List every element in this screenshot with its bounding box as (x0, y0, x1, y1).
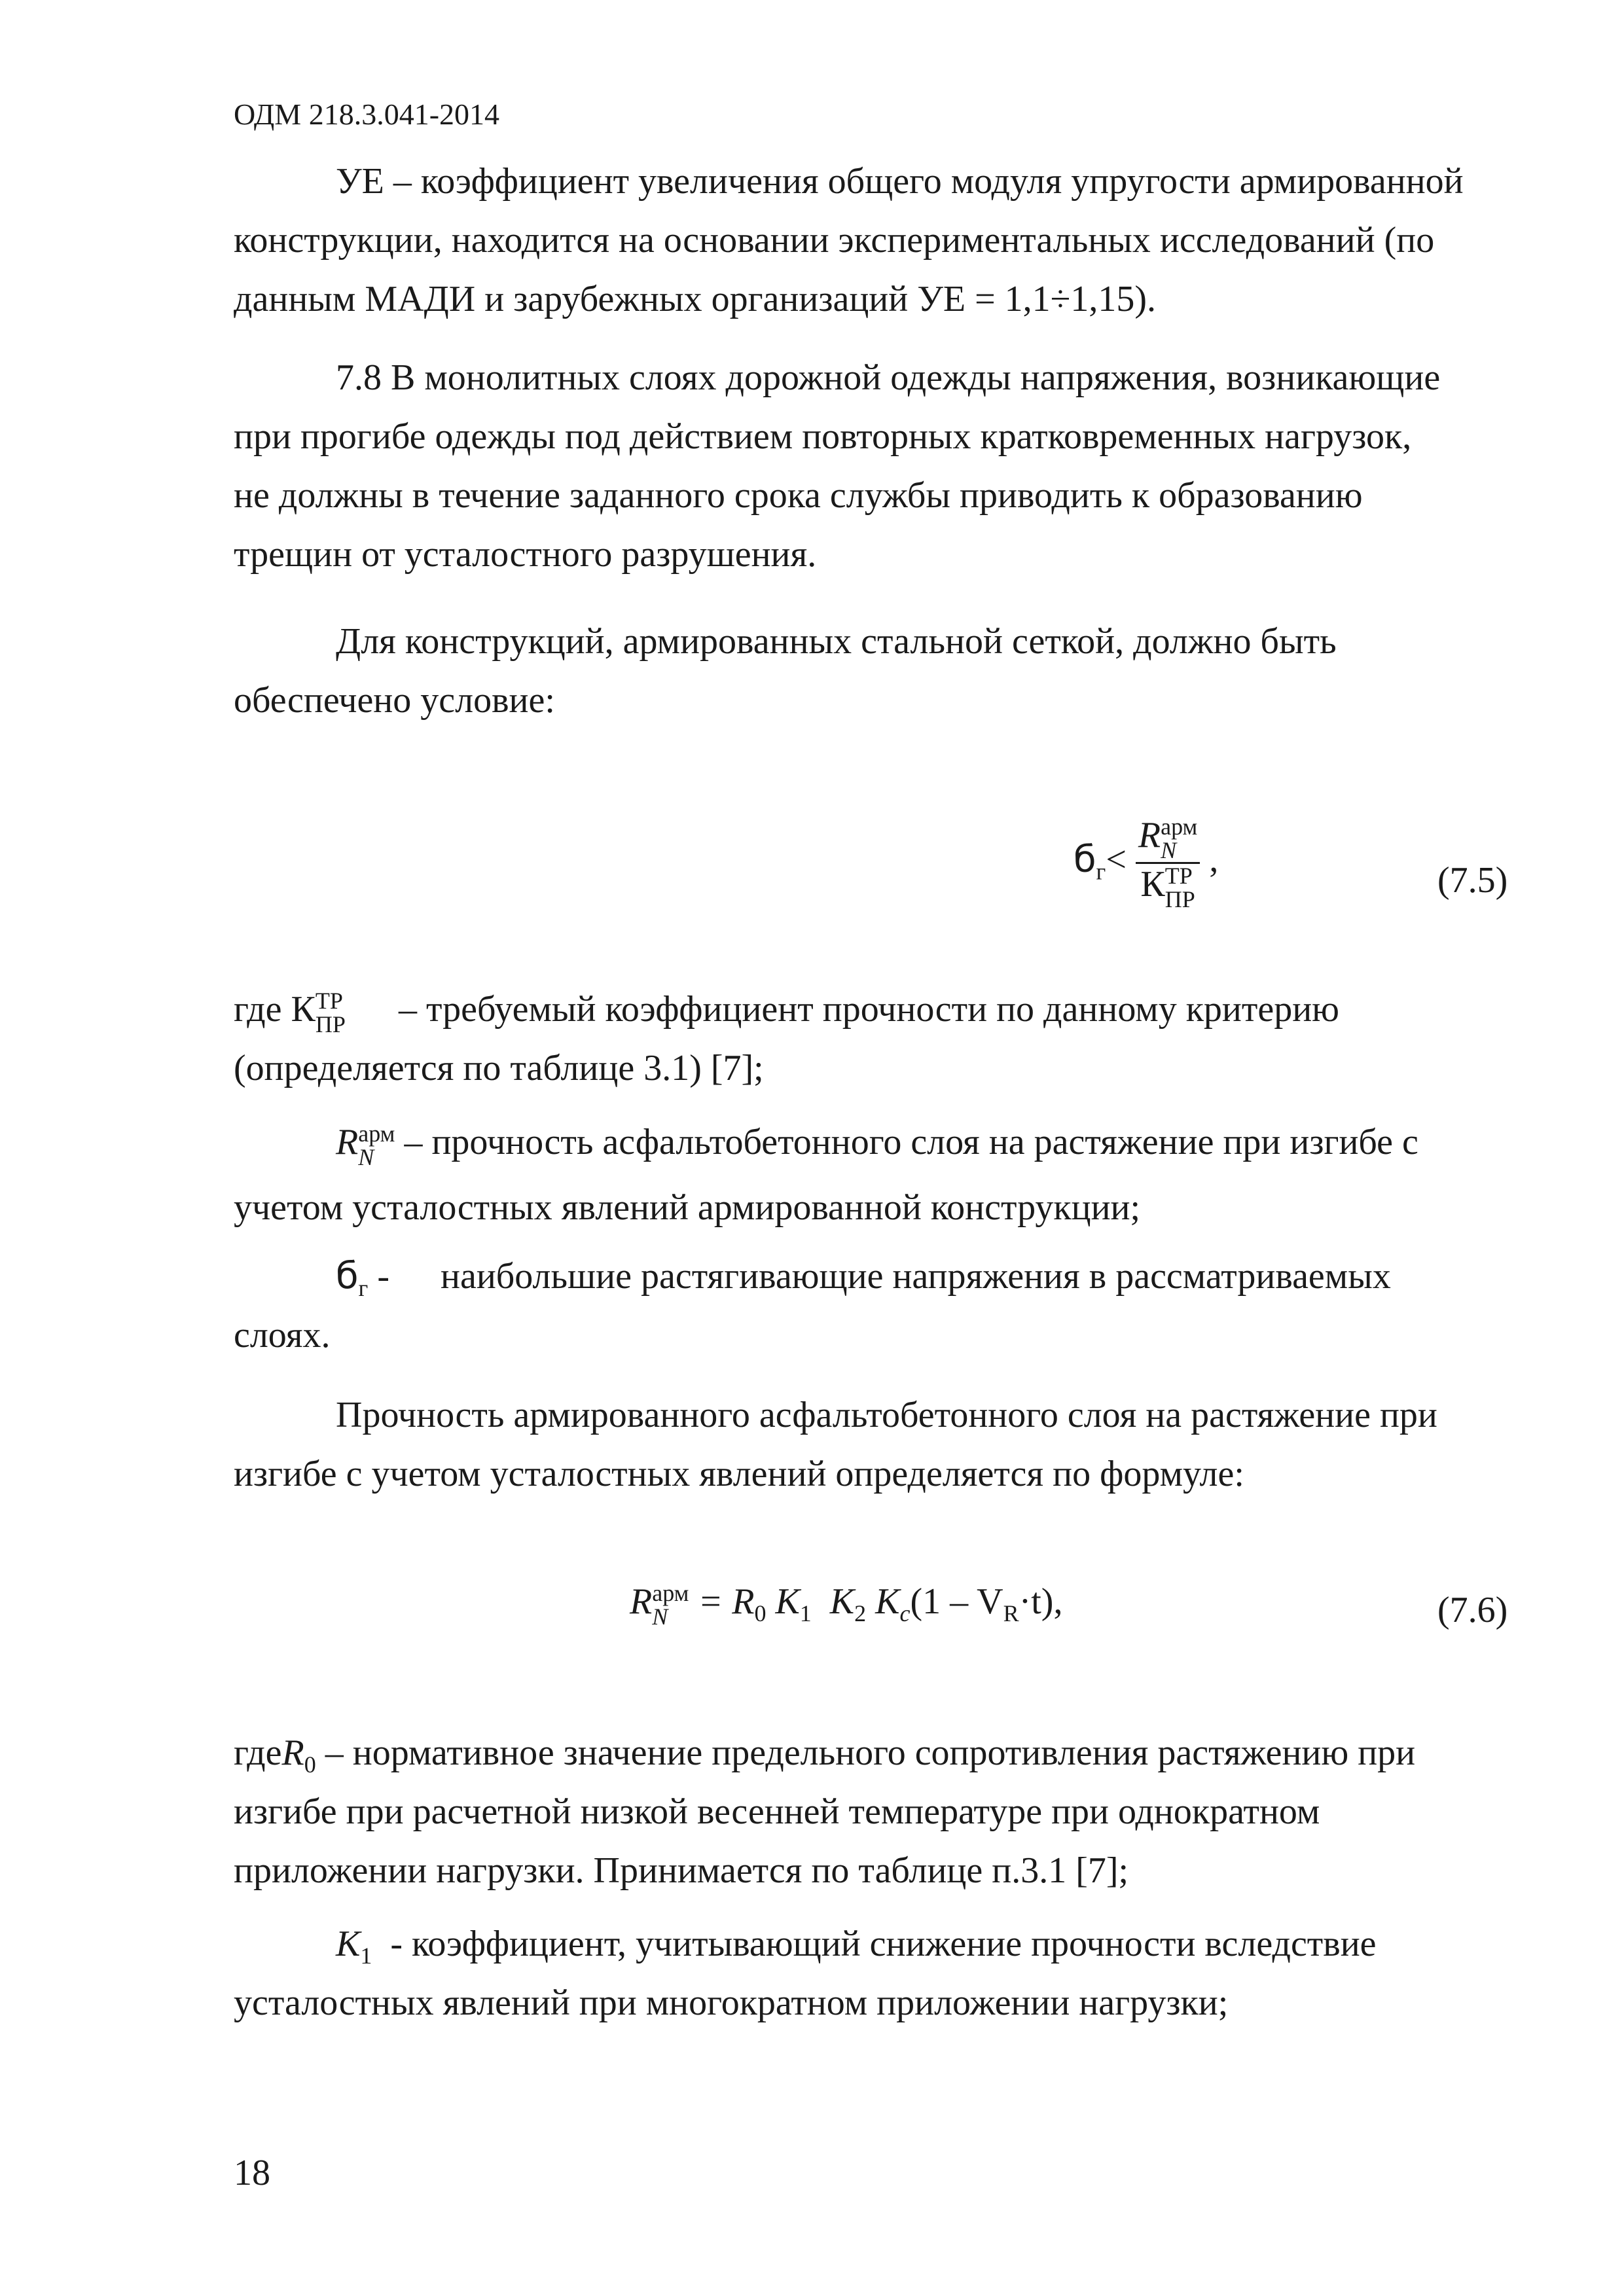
formula-7-6: R арм N = $R_0$ $K_1$ $K_2$ $K_c(1 - V_R\cdot t)$, (630, 1580, 1063, 1630)
paragraph-line: не должны в течение заданного срока службы приводить к образованию (234, 475, 1363, 516)
paragraph-line: – требуемый коэффициент прочности по данному критерию (399, 989, 1339, 1030)
document-code-header: ОДМ 218.3.041-2014 (234, 98, 500, 131)
page-number: 18 (234, 2153, 270, 2193)
paragraph-line: наибольшие растягивающие напряжения в рассматриваемых (441, 1256, 1391, 1297)
paragraph-line: при прогибе одежды под действием повторных кратковременных нагрузок, (234, 416, 1412, 457)
paragraph-line: УЕ – коэффициент увеличения общего модуля упругости армированной (336, 161, 1464, 202)
paragraph-line: учетом усталостных явлений армированной конструкции; (234, 1187, 1141, 1228)
formula-number: (7.5) (1437, 860, 1508, 901)
rn-symbol: R (336, 1122, 359, 1162)
paragraph-line: гдеR$_0$ – нормативное значение предельного сопротивления растяжению при (234, 1732, 1416, 1778)
paragraph-line: $б_г$ - (336, 1255, 389, 1301)
paragraph-line: приложении нагрузки. Принимается по таблице п.3.1 [7]; (234, 1850, 1129, 1891)
paragraph-line: данным МАДИ и зарубежных организаций УЕ = 1,1÷1,15). (234, 279, 1157, 319)
paragraph-line: трещин от усталостного разрушения. (234, 534, 817, 575)
paragraph-line: 7.8 В монолитных слоях дорожной одежды напряжения, возникающие (336, 357, 1441, 398)
paragraph-line: обеспечено условие: (234, 680, 555, 721)
formula-7-5-sigma: б (1074, 838, 1096, 881)
paragraph-line: усталостных явлений при многократном приложении нагрузки; (234, 1982, 1229, 2023)
formula-7-5: $б_г<$ R арм N К ТР ПР , (1074, 814, 1219, 912)
paragraph-line: Для конструкций, армированных стальной сеткой, должно быть (336, 621, 1337, 662)
paragraph-line: изгибе при расчетной низкой весенней температуре при однократном (234, 1791, 1320, 1832)
paragraph-line: конструкции, находится на основании экспериментальных исследований (по (234, 220, 1435, 260)
formula-7-5-fraction: R арм N К ТР ПР (1136, 815, 1200, 911)
k-tr-pr-indices: ТР ПР (315, 988, 346, 1038)
formula-number: (7.6) (1437, 1590, 1508, 1630)
paragraph-line: $K_1$ - коэффициент, учитывающий снижение прочности вследствие (336, 1924, 1377, 1969)
paragraph-line: слоях. (234, 1315, 331, 1355)
paragraph-line: Прочность армированного асфальтобетонного слоя на растяжение при (336, 1395, 1437, 1435)
paragraph-line: где К ТР ПР (234, 988, 346, 1038)
paragraph-line: (определяется по таблице 3.1) [7]; (234, 1048, 764, 1088)
paragraph-line: R арм N – прочность асфальтобетонного слоя на растяжение при изгибе с (336, 1121, 1418, 1171)
paragraph-line: изгибе с учетом усталостных явлений определяется по формуле: (234, 1454, 1244, 1494)
